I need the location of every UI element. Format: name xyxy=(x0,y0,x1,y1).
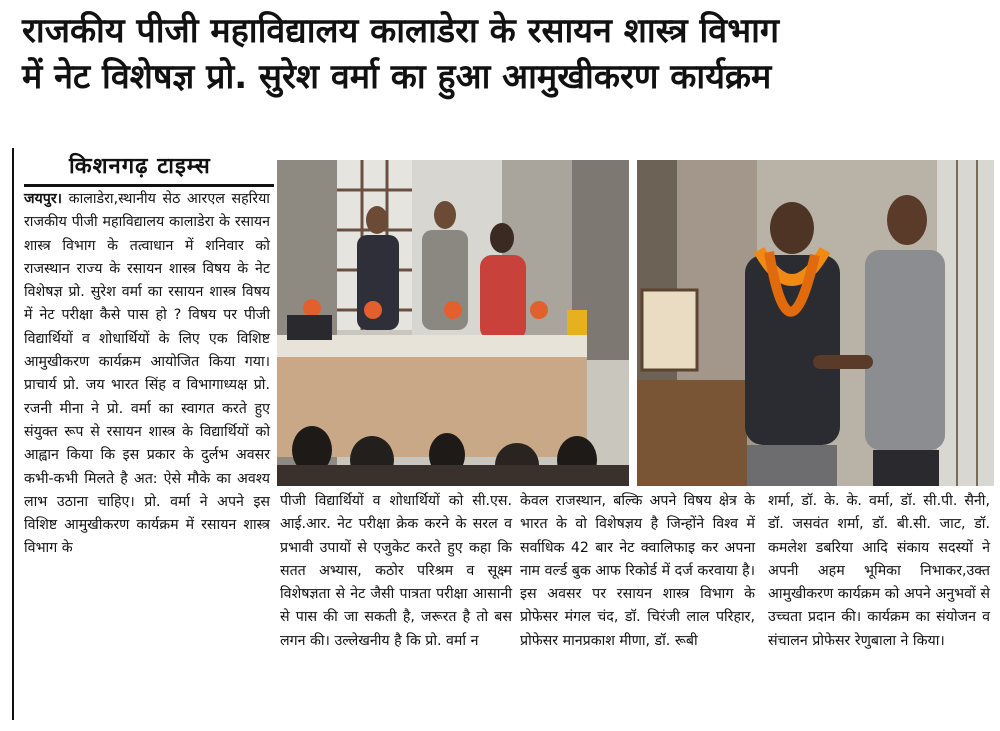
photo-classroom-drawing xyxy=(277,160,629,486)
headline-line-1: राजकीय पीजी महाविद्यालय कालाडेरा के रसायन शास्त्र विभाग xyxy=(22,11,780,51)
masthead-underline xyxy=(24,184,274,187)
newspaper-masthead xyxy=(24,150,274,182)
dateline: जयपुर। xyxy=(24,191,62,207)
article-column-4: शर्मा, डॉ. के. के. वर्मा, डॉ. सी.पी. सैनी, डॉ. जसवंत शर्मा, डॉ. बी.सी. जाट, डॉ. कमलेश डबरिया आदि संकाय सदस्यों ने अपनी अहम भूमिका निभाकर,उक्त आमुखीकरण कार्यक्रम को अपने अनुभवों से उच्चता प्रदान की। कार्यक्रम का संयोजन व संचालन प्रोफेसर रेणुबाला ने किया। xyxy=(768,493,990,649)
photo-felicitation xyxy=(637,160,994,486)
left-border-rule xyxy=(12,148,14,720)
article-text-col1: कालाडेरा,स्थानीय सेठ आरएल सहरिया राजकीय पीजी महाविद्यालय कालाडेरा के रसायन शास्त्र विभाग के तत्वाधान में शनिवार को राजस्थान राज्य के रसायन शास्त्र विषय के नेट विशेषज्ञ प्रो. सुरेश वर्मा का रसायन शास्त्र विषय में नेट परीक्षा कैसे पास हो ? विषय पर पीजी विद्यार्थियों व शोधार्थियों के लिए एक विशिष्ट आमुखीकरण कार्यक्रम आयोजित किया गया। प्राचार्य प्रो. जय भारत सिंह व विभागाध्यक्ष प्रो. रजनी मीना ने प्रो. वर्मा का स्वागत करते हुए संयुक्त रूप से रसायन शास्त्र के विद्यार्थियों को आह्वान किया कि इस प्रकार के दुर्लभ अवसर कभी-कभी मिलते है अत: ऐसे मौके का अवश्य लाभ उठाना चाहिए। प्रो. वर्मा ने अपने इस विशिष्ट आमुखीकरण कार्यक्रम में रसायन शास्त्र विभाग के xyxy=(24,191,270,557)
photo-felicitation-drawing xyxy=(637,160,994,486)
article-column-1 xyxy=(24,188,270,561)
headline-line-2: में नेट विशेषज्ञ प्रो. सुरेश वर्मा का हुआ आमुखीकरण कार्यक्रम xyxy=(22,57,772,97)
newspaper-name: किशनगढ़ टाइम्स xyxy=(69,154,211,179)
article-column-3: केवल राजस्थान, बल्कि अपने विषय क्षेत्र के भारत के वो विशेषज्ञय है जिन्होंने विश्व में सर्वाधिक 42 बार नेट क्वालिफाइ कर अपना नाम वर्ल्ड बुक आफ रिकोर्ड में दर्ज करवाया है। इस अवसर पर रसायन शास्त्र विभाग के प्रोफेसर मंगल चंद, डॉ. चिरंजी लाल परिहार, प्रोफेसर मानप्रकाश मीणा, डॉ. रूबी xyxy=(520,493,755,649)
photo-classroom xyxy=(277,160,629,486)
headline xyxy=(22,8,992,100)
article-column-2: पीजी विद्यार्थियों व शोधार्थियों को सी.एस. आई.आर. नेट परीक्षा क्रेक करने के सरल व प्रभावी उपायों से एजुकेट करते हुए कहा कि सतत अभ्यास, कठोर परिश्रम व सूक्ष्म विशेषज्ञता से नेट जैसी पात्रता परीक्षा आसानी से पास की जा सकती है, जरूरत है तो बस लगन की। उल्लेखनीय है कि प्रो. वर्मा न xyxy=(280,493,512,649)
